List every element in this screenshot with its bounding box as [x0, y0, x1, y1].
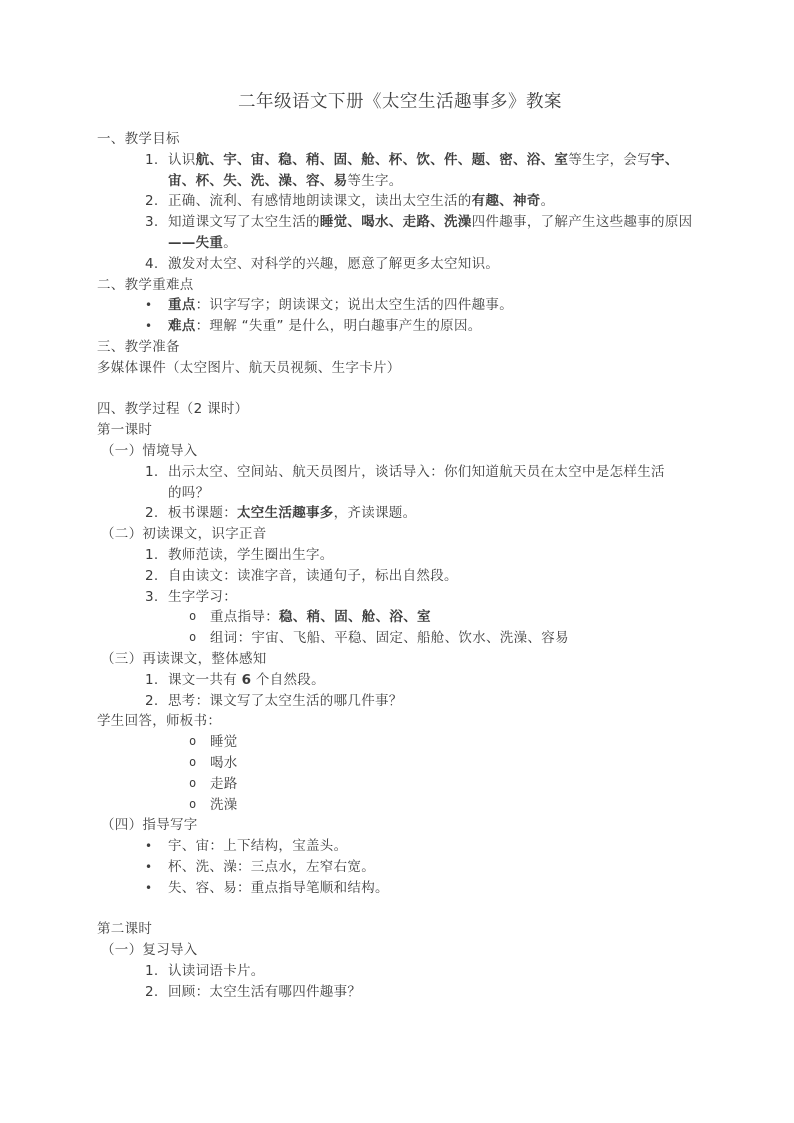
bullet-item: [97, 878, 703, 899]
text-run: [97, 131, 180, 147]
plain-text: （三）再读课文，整体感知: [101, 650, 267, 667]
plain-text: 正确、流利、有感情地朗读课文，读出太空生活的: [168, 193, 472, 210]
list-number: 2.: [145, 983, 159, 1000]
plain-text: 的吗？: [168, 484, 210, 501]
bullet-dot-marker: •: [145, 298, 153, 313]
bullet-dot-marker: •: [145, 319, 153, 334]
circle-bullet-marker: o: [189, 609, 197, 624]
list-number: 2.: [145, 692, 159, 709]
circle-bullet-marker: o: [189, 630, 197, 645]
plain-text: 等生字，会写: [568, 151, 652, 168]
subsection-heading: [97, 524, 703, 545]
plain-text: 第二课时: [97, 921, 153, 938]
sub-bullet-item: [97, 774, 703, 795]
text-run: [97, 360, 401, 376]
section-heading: [97, 399, 703, 420]
plain-text: 出示太空、空间站、航天员图片，谈话导入：你们知道航天员在太空中是怎样生活: [168, 463, 665, 480]
list-number: 1.: [145, 151, 159, 168]
plain-text: 知道课文写了太空生活的: [168, 214, 320, 231]
text-run: [168, 963, 265, 979]
circle-bullet-marker: o: [189, 796, 197, 811]
bullet-item: [97, 836, 703, 857]
plain-text: 学生回答，师板书：: [97, 713, 222, 730]
text-run: [97, 713, 221, 729]
plain-text: （四）指导写字: [101, 817, 198, 834]
subsection-heading: [97, 940, 703, 961]
plain-text: ，齐读课题。: [333, 505, 417, 522]
bold-text: 航、宇、宙、稳、稍、固、舱、杯、饮、件、题、密、浴、室: [195, 151, 569, 168]
plain-text: 板书课题：: [168, 505, 237, 522]
plain-text: ：识字写字；朗读课文；说出太空生活的四件趣事。: [195, 297, 514, 314]
bold-text: 宇、: [651, 151, 679, 168]
plain-text: ：理解 “失重” 是什么，明白趣事产生的原因。: [195, 318, 482, 335]
section-heading: [97, 420, 703, 441]
text-run: [168, 672, 325, 688]
text-run: [168, 838, 347, 854]
plain-text: 。: [540, 193, 555, 210]
numbered-item: [97, 566, 703, 587]
plain-text: 多媒体课件（太空图片、航天员视频、生字卡片）: [97, 359, 401, 376]
list-number: 1.: [145, 463, 159, 480]
plain-text: 自由读文：读准字音，读通句子，标出自然段。: [168, 567, 458, 584]
plain-text: （二）初读课文，识字正音: [101, 526, 267, 543]
numbered-item: [97, 191, 703, 212]
text-run: [210, 755, 238, 771]
section-heading: [97, 129, 703, 150]
bullet-item: [97, 857, 703, 878]
text-run: [210, 734, 238, 750]
sub-bullet-item: [97, 607, 703, 628]
text-run: [168, 464, 665, 501]
subsection-heading: [97, 815, 703, 836]
text-run: [97, 339, 180, 355]
document-body: [97, 129, 703, 1002]
plain-text: 认读词语卡片。: [168, 962, 265, 979]
plain-text: 个自然段。: [251, 671, 325, 688]
text-run: [101, 942, 198, 958]
text-run: [168, 505, 416, 521]
text-run: [101, 817, 198, 833]
bold-text: 睡觉、喝水、走路、洗澡: [319, 214, 472, 231]
plain-text: 生字学习：: [168, 588, 237, 605]
list-number: 2.: [145, 505, 159, 522]
bold-text: 稳、稍、固、舱、浴、室: [279, 609, 431, 626]
text-run: [168, 984, 361, 1000]
plain-text: 四、教学过程（2 课时）: [97, 401, 249, 418]
text-run: [168, 589, 237, 605]
text-run: [101, 443, 198, 459]
bold-text: 有趣、神奇: [471, 193, 541, 210]
text-run: [210, 797, 238, 813]
bullet-item: [97, 316, 703, 337]
text-run: [210, 776, 238, 792]
bold-text: ——失重: [168, 234, 224, 251]
numbered-item: [97, 982, 703, 1003]
text-run: [168, 568, 458, 584]
plain-text: 激发对太空、对科学的兴趣，愿意了解更多太空知识。: [168, 255, 500, 272]
numbered-item: [97, 254, 703, 275]
text-run: [168, 693, 403, 709]
numbered-item: [97, 150, 703, 192]
section-heading: [97, 275, 703, 296]
plain-text: 重点指导：: [210, 609, 279, 626]
text-run: [97, 277, 194, 293]
plain-text: 杯、洗、澡：三点水，左窄右宽。: [168, 858, 375, 875]
text-run: [168, 880, 389, 896]
bullet-dot-marker: •: [145, 859, 153, 874]
list-number: 1.: [145, 671, 159, 688]
plain-text: 第一课时: [97, 422, 153, 439]
numbered-item: [97, 691, 703, 712]
numbered-item: [97, 670, 703, 691]
circle-bullet-marker: o: [189, 775, 197, 790]
paragraph: [97, 358, 703, 379]
numbered-item: [97, 462, 703, 504]
text-run: [168, 256, 499, 272]
text-run: [168, 859, 375, 875]
document-title: 二年级语文下册《太空生活趣事多》教案: [238, 92, 562, 112]
text-run: [101, 651, 267, 667]
bullet-dot-marker: •: [145, 839, 153, 854]
plain-text: 睡觉: [210, 734, 238, 751]
sub-bullet-item: [97, 732, 703, 753]
plain-text: 教师范读，学生圈出生字。: [168, 546, 334, 563]
list-number: 1.: [145, 546, 159, 563]
list-number: 4.: [145, 255, 159, 272]
plain-text: （一）情境导入: [101, 442, 198, 459]
sub-bullet-item: [97, 795, 703, 816]
sub-bullet-item: [97, 628, 703, 649]
plain-text: 宇、宙：上下结构，宝盖头。: [168, 838, 348, 855]
text-run: [168, 297, 513, 313]
plain-text: 认识: [168, 151, 196, 168]
plain-text: 失、容、易：重点指导笔顺和结构。: [168, 879, 389, 896]
paragraph: [97, 711, 703, 732]
text-run: [168, 547, 334, 563]
plain-text: 走路: [210, 775, 238, 792]
plain-text: 思考：课文写了太空生活的哪几件事？: [168, 692, 403, 709]
section-heading: [97, 919, 703, 940]
bold-text: 宙、杯、失、洗、澡、容、易: [168, 172, 348, 189]
subsection-heading: [97, 441, 703, 462]
plain-text: 组词：宇宙、飞船、平稳、固定、船舱、饮水、洗澡、容易: [210, 630, 569, 647]
list-number: 2.: [145, 193, 159, 210]
bold-text: 重点: [168, 297, 196, 314]
list-number: 3.: [145, 588, 159, 605]
plain-text: 等生字。: [347, 172, 403, 189]
numbered-item: [97, 212, 703, 254]
text-run: [97, 921, 152, 937]
blank-line: [97, 379, 703, 400]
blank-line: [97, 898, 703, 919]
text-run: [210, 609, 431, 625]
circle-bullet-marker: o: [189, 754, 197, 769]
bullet-item: [97, 295, 703, 316]
plain-text: 喝水: [210, 754, 238, 771]
text-run: [168, 152, 679, 189]
bold-text: 难点: [168, 318, 196, 335]
bold-text: 6: [241, 671, 252, 688]
plain-text: 四件趣事，了解产生这些趣事的原因: [471, 214, 693, 231]
plain-text: 二、教学重难点: [97, 276, 194, 293]
numbered-item: [97, 545, 703, 566]
numbered-item: [97, 503, 703, 524]
text-run: [168, 214, 692, 251]
subsection-heading: [97, 649, 703, 670]
document-content: [97, 88, 703, 1002]
bullet-dot-marker: •: [145, 880, 153, 895]
plain-text: 洗澡: [210, 796, 238, 813]
text-run: [210, 630, 569, 646]
sub-bullet-item: [97, 753, 703, 774]
plain-text: 。: [223, 234, 238, 251]
text-run: [168, 193, 554, 209]
text-run: [101, 526, 267, 542]
plain-text: （一）复习导入: [101, 942, 198, 959]
section-heading: [97, 337, 703, 358]
bold-text: 太空生活趣事多: [237, 505, 334, 522]
numbered-item: [97, 587, 703, 608]
circle-bullet-marker: o: [189, 734, 197, 749]
list-number: 1.: [145, 962, 159, 979]
plain-text: 一、教学目标: [97, 131, 180, 147]
numbered-item: [97, 961, 703, 982]
plain-text: 回顾：太空生活有哪四件趣事？: [168, 983, 362, 1000]
plain-text: 三、教学准备: [97, 338, 180, 355]
list-number: 2.: [145, 567, 159, 584]
plain-text: 课文一共有: [168, 671, 242, 688]
text-run: [97, 422, 152, 438]
list-number: 3.: [145, 214, 159, 231]
text-run: [97, 401, 248, 417]
text-run: [168, 318, 482, 334]
